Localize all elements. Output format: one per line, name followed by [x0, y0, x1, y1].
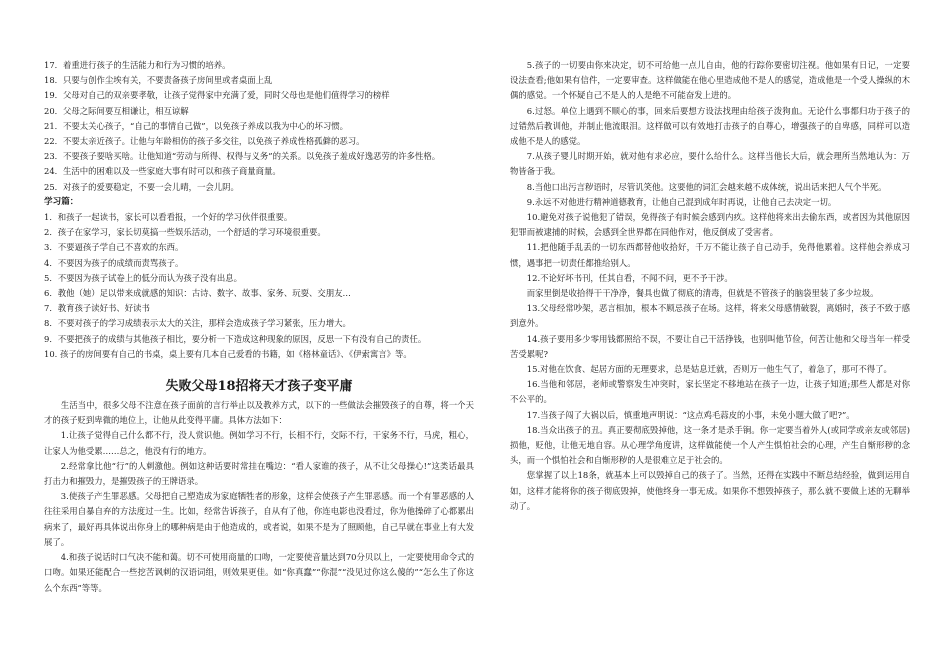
- list-item: 20．父母之际间要互相谦让，相互谅解: [44, 105, 189, 116]
- article-item: 2.经常拿比他“行”的人刺激他。例如这种话要时常挂在嘴边：“看人家谁的孩子，从不让父母操心!”这类话最具打击力和摧毁力，是摧毁孩子的王牌语录。: [44, 460, 474, 487]
- article-item: 9.永远不对他进行精神道德教育，让他自己混到成年时再说，让他自己去决定一切。: [526, 196, 837, 207]
- article-item: 而家里倒是收拾得干干净净，餐具也做了彻底的清毒，但就是不管孩子的脑袋里装了多少垃圾。: [526, 288, 879, 299]
- article-item: 4.和孩子说话时口气决不能和蔼。切不可使用商量的口吻，一定要使音量达到70分贝以上，一定要使用命令式的口吻。如果还能配合一些挖苦讽刺的汉语词组，则效果更佳。如“你真蠢”“你混”“没见过你这么傻的”“怎么生了你这么个东西”等等。: [44, 552, 474, 593]
- article-item: 5.孩子的一切要由你来决定，切不可给他一点儿自由，他的行踪你要密切注视。他如果有日记，一定要设法查看;他如果有信件，一定要审查。这样做能在他心里造成他不是人的感觉，造成他是一个受人操纵的木偶的感觉。一个怀疑自己不是人的人是绝不可能奋发上进的。: [510, 60, 910, 101]
- list-item: 18．只要与创作尘埃有关，不要责备孩子房间里或者桌面上乱: [44, 75, 273, 86]
- list-item: 8．不要对孩子的学习成绩表示太大的关注，那样会造成孩子学习紧张，压力增大。: [44, 318, 351, 329]
- article-item: 7.从孩子婴儿时期开始，就对他有求必应，要什么给什么。这样当他长大后，就会理所当然地认为：万物皆备于我。: [510, 151, 910, 177]
- article-item: 16.当他和邻居，老师或警察发生冲突时，家长坚定不移地站在孩子一边，让孩子知道;那些人都是对你不公平的。: [510, 379, 910, 405]
- article-item: 3.使孩子产生罪恶感。父母把自己塑造成为家庭牺牲者的形象，这样会使孩子产生罪恶感。而一个有罪恶感的人往往采用自暴自弃的方法度过一生。比如，经常告诉孩子，自从有了他，你连电影也没看过，你为他操碎了心都累出病来了，最好再具体说出你身上的哪种病是由于他造成的，或者说，如果不是为了照顾他，自己早就在事业上有大发展了。: [44, 491, 474, 547]
- article-items-left: [44, 428, 474, 595]
- list-item: 5．不要因为孩子试卷上的低分而认为孩子没有出息。: [44, 272, 242, 283]
- list-item: 19．父母对自己的双亲要孝敬，让孩子觉得家中充满了爱，同时父母也是他们值得学习的榜样: [44, 90, 390, 101]
- article-item: 1.让孩子觉得自己什么都不行，没人赏识他。例如学习不行，长相不行，交际不行，干家务不行，马虎，粗心，让家人为他受累……总之，他没有行的地方。: [44, 430, 474, 456]
- list-item: 17．着重进行孩子的生活能力和行为习惯的培养。: [44, 60, 231, 70]
- list-item: 7．教育孩子读好书、好读书: [44, 303, 150, 314]
- list-item: 24．生活中的困难以及一些家庭大事有时可以和孩子商量商量。: [44, 166, 281, 177]
- article-item: 8.当他口出污言秽语时，尽管讥笑他。这要他的词汇会越来越不成体统，说出话来把人气个半死。: [526, 181, 887, 192]
- list-item: 25．对孩子的爱要稳定，不要一会儿晴，一会儿阴。: [44, 181, 239, 192]
- life-tips-list: [44, 58, 474, 195]
- list-item: 9．不要把孩子的成绩与其他孩子相比，要分析一下造成这种现象的原因，反思一下有没有自己的责任。: [44, 333, 427, 344]
- list-item: 22．不要太亲近孩子。让他与年龄相仿的孩子多交往，以免孩子养成性格孤僻的恶习。: [44, 136, 365, 147]
- article-item: 14.孩子要用多少零用钱都照给不误，不要让自己干活挣钱，也别叫他节俭，何苦让他和父母当年一样受苦受累呢?: [510, 333, 910, 359]
- list-item: 2．孩子在家学习，家长切莫搞一些娱乐活动，一个舒适的学习环境很重要。: [44, 227, 326, 238]
- article-item: 10.避免对孩子说他犯了错误，免得孩子有时候会感到内疚。这样他将来出去偷东西，或者因为其他原因犯罪而被逮捕的时候，会感到全世界都在同他作对，他反倒成了受害者。: [510, 212, 910, 238]
- study-section-heading: 学习篇：: [44, 196, 79, 207]
- left-column: [44, 58, 474, 596]
- list-item: 1．和孩子一起读书，家长可以看看报，一个好的学习伙伴很重要。: [44, 212, 293, 223]
- section-spacer: [44, 362, 474, 372]
- list-item: 3．不要逼孩子学自己不喜欢的东西。: [44, 242, 184, 253]
- article-item: 12.不论好坏书刊，任其自看，不闻不问，更不予干涉。: [526, 272, 733, 283]
- list-item: 21．不要太关心孩子，“自己的事情自己做”，以免孩子养成以我为中心的坏习惯。: [44, 120, 348, 131]
- article-item: 13.父母经常吵架，恶言相加，根本不顾忌孩子在场。这样，将来父母感情破裂，离婚时，孩子不致于感到意外。: [510, 303, 910, 329]
- list-item: 6．教他（她）足以带来成就感的知识：古诗、数字、故事、家务、玩耍、交朋友…: [44, 288, 351, 299]
- article-item: 6.过怒。单位上遇到不顺心的事，回来后要想方设法找理由给孩子泼狗血。无论什么事都归功于孩子的过错然后教训他，并制止他流眼泪。这样做可以有效地打击孩子的自尊心，增强孩子的自卑感，同样可以造成他不是人的感觉。: [510, 105, 910, 147]
- article-item: 15.对他在饮食、起居方面的无理要求，总是姑息迁就，否则万一他生气了，着急了，那可不得了。: [526, 364, 892, 375]
- list-item: 10. 孩子的房间要有自己的书桌，桌上要有几本自己爱看的书籍，如《格林童话》、《伊索寓言》等。: [44, 348, 412, 359]
- list-item: 4．不要因为孩子的成绩而责骂孩子。: [44, 257, 184, 268]
- right-column: [510, 58, 910, 514]
- article-item: 11.把他随手乱丢的一切东西都替他收拾好，千万不能让孩子自己动手，免得他累着。这样他会养成习惯，遇事把一切责任都推给别人。: [510, 242, 910, 268]
- study-tips-list: [44, 210, 474, 362]
- article-title: 失败父母18招将天才孩子变平庸: [165, 379, 353, 395]
- list-item: 23．不要孩子要啥买啥。让他知道“劳动与所得、权得与义务”的关系。以免孩子羞成好逸恶劳的许多性格。: [44, 151, 441, 162]
- article-item: 17.当孩子闯了大祸以后，慎重地声明说：“这点鸡毛蒜皮的小事，未免小题大做了吧?”。: [526, 409, 855, 420]
- article-conclusion: 您掌握了以上18条，就基本上可以毁掉自己的孩子了。当然，还得在实践中不断总结经验，做到运用自如，这样才能将你的孩子彻底毁掉，使他终身一事无成。如果你不想毁掉孩子，那么就不要做上述的无聊举动了。: [510, 470, 910, 511]
- article-item: 18.当众出孩子的丑。真正要彻底毁掉他，这一条才是杀手锏。你一定要当着外人(或同学或亲友或邻居)损他，贬他，让他无地自容。从心理学角度讲，这样做能使一个人产生惧怕社会的心理，产生自惭形秽的念头，而一个惧怕社会和自惭形秽的人是很难立足于社会的。: [510, 424, 910, 466]
- article-intro: 生活当中，很多父母不注意在孩子面前的言行举止以及教养方式，以下的一些做法会摧毁孩子的自尊，将一个天才的孩子贬到卑微的地位上，让他从此变得平庸。具体方法如下：: [44, 400, 474, 426]
